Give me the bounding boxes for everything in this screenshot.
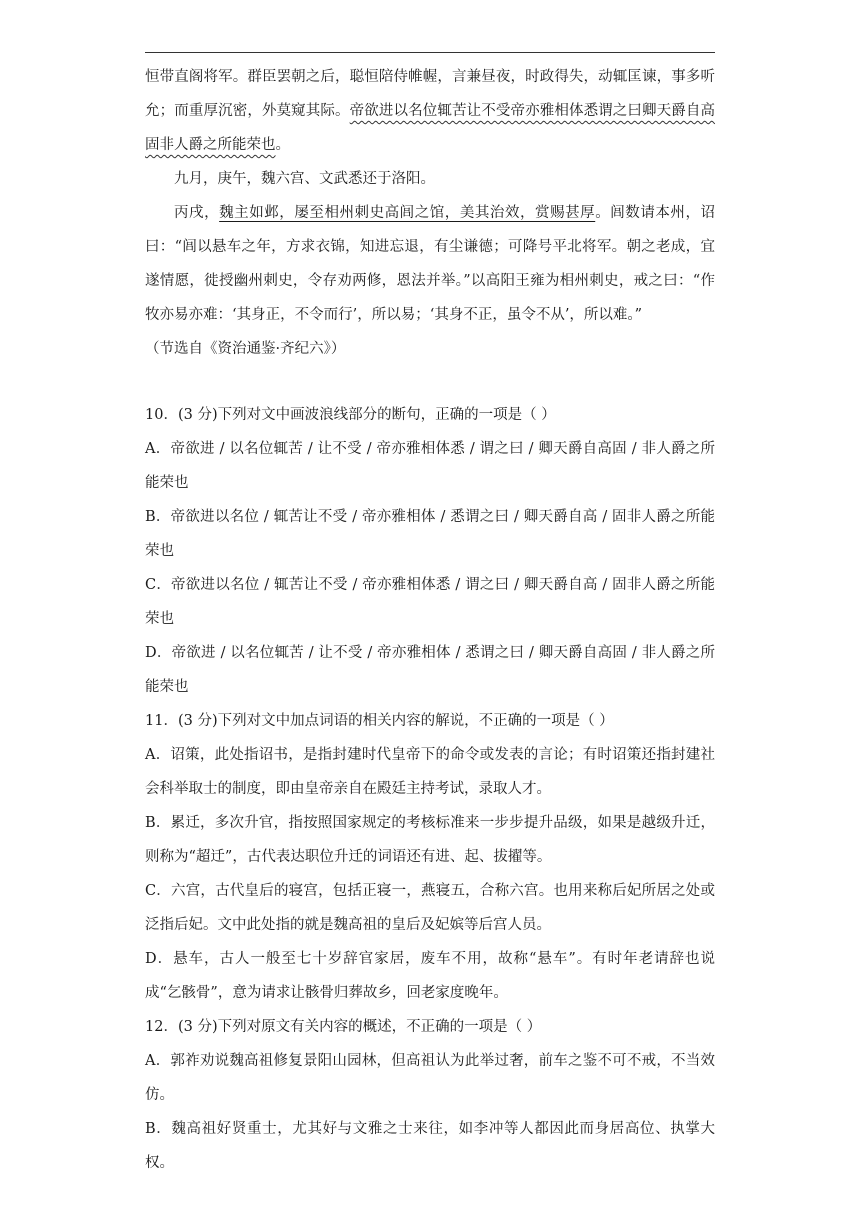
passage-text-end: 。 — [275, 137, 290, 153]
passage-text: 丙戌， — [174, 205, 220, 221]
question-11-option-a: A．诏策，此处指诏书，是指封建时代皇帝下的命令或发表的言论；有时诏策还指封建社会科举取士的制度，即由皇帝亲自在殿廷主持考试，录取人才。 — [145, 747, 715, 797]
question-11: 11．(3 分)下列对文中加点词语的相关内容的解说，不正确的一项是（ ） — [145, 713, 614, 729]
question-10-option-d: D．帝欲进 / 以名位辄苦 / 让不受 / 帝亦雅相体 / 悉谓之曰 / 卿天爵自高固 / 非人爵之所能荣也 — [145, 645, 715, 695]
passage-source: （节选自《资治通鉴·齐纪六》） — [145, 341, 346, 357]
question-11-option-d: D．悬车，古人一般至七十岁辞官家居，废车不用，故称“悬车”。有时年老请辞也说成“乞骸骨”，意为请求让骸骨归葬故乡，回老家度晚年。 — [145, 951, 715, 1001]
passage-text: 。闾数请本州，诏曰：“闾以悬车之年，方求衣锦，知进忘退，有尘谦德；可降号平北将军。朝之老成，宜遂情愿，徙授幽州刺史，令存劝两修，恩法并举。”以高阳王雍为相州刺史，戒之曰：“作牧亦易亦难：‘其身正，不令而行’，所以易；‘其身不正，虽令不从’，所以难。” — [145, 205, 716, 323]
passage-para-1 — [145, 60, 715, 162]
question-11-option-c: C．六宫，古代皇后的寝宫，包括正寝一，燕寝五，合称六宫。也用来称后妃所居之处或泛指后妃。文中此处指的就是魏高祖的皇后及妃嫔等后宫人员。 — [145, 883, 715, 933]
question-10-option-c: C．帝欲进以名位 / 辄苦让不受 / 帝亦雅相体悉 / 谓之曰 / 卿天爵自高 / 固非人爵之所能荣也 — [145, 577, 715, 627]
passage — [145, 60, 715, 366]
questions — [145, 398, 715, 1180]
passage-para-2: 九月，庚午，魏六宫、文武悉还于洛阳。 — [174, 171, 435, 187]
question-10-option-a: A．帝欲进 / 以名位辄苦 / 让不受 / 帝亦雅相体悉 / 谓之曰 / 卿天爵自高固 / 非人爵之所能荣也 — [145, 441, 715, 491]
wavy-underlined-text: 帝欲进以名位辄苦让不受帝亦雅相体悉谓之曰卿天爵自高固非人爵之所能荣也 — [145, 103, 716, 153]
question-11-option-b: B．累迁，多次升官，指按照国家规定的考核标准来一步步提升品级，如果是越级升迁，则称为“超迁”，古代表达职位升迁的词语还有进、起、拔擢等。 — [145, 815, 715, 865]
underlined-text: 魏主如邺，屡至相州刺史高闾之馆，美其治效，赏赐甚厚 — [219, 205, 596, 221]
passage-para-3 — [145, 196, 715, 332]
question-10-option-b: B．帝欲进以名位 / 辄苦让不受 / 帝亦雅相体 / 悉谓之曰 / 卿天爵自高 / 固非人爵之所能荣也 — [145, 509, 715, 559]
question-12: 12．(3 分)下列对原文有关内容的概述，不正确的一项是（ ） — [145, 1019, 542, 1035]
header-rule — [145, 52, 715, 53]
question-10: 10．(3 分)下列对文中画波浪线部分的断句，正确的一项是（ ） — [145, 407, 556, 423]
passage-text: 恒带直阁将军。群臣罢朝之后，聪恒陪侍帷幄，言兼昼夜，时政得失，动辄匡谏，事多听允；而重厚沉密，外莫窥其际。 — [145, 69, 715, 119]
question-12-option-b: B．魏高祖好贤重士，尤其好与文雅之士来往，如李冲等人都因此而身居高位、执掌大权。 — [145, 1121, 715, 1171]
question-12-option-a: A．郭祚劝说魏高祖修复景阳山园林，但高祖认为此举过奢，前车之鉴不可不戒，不当效仿。 — [145, 1053, 715, 1103]
